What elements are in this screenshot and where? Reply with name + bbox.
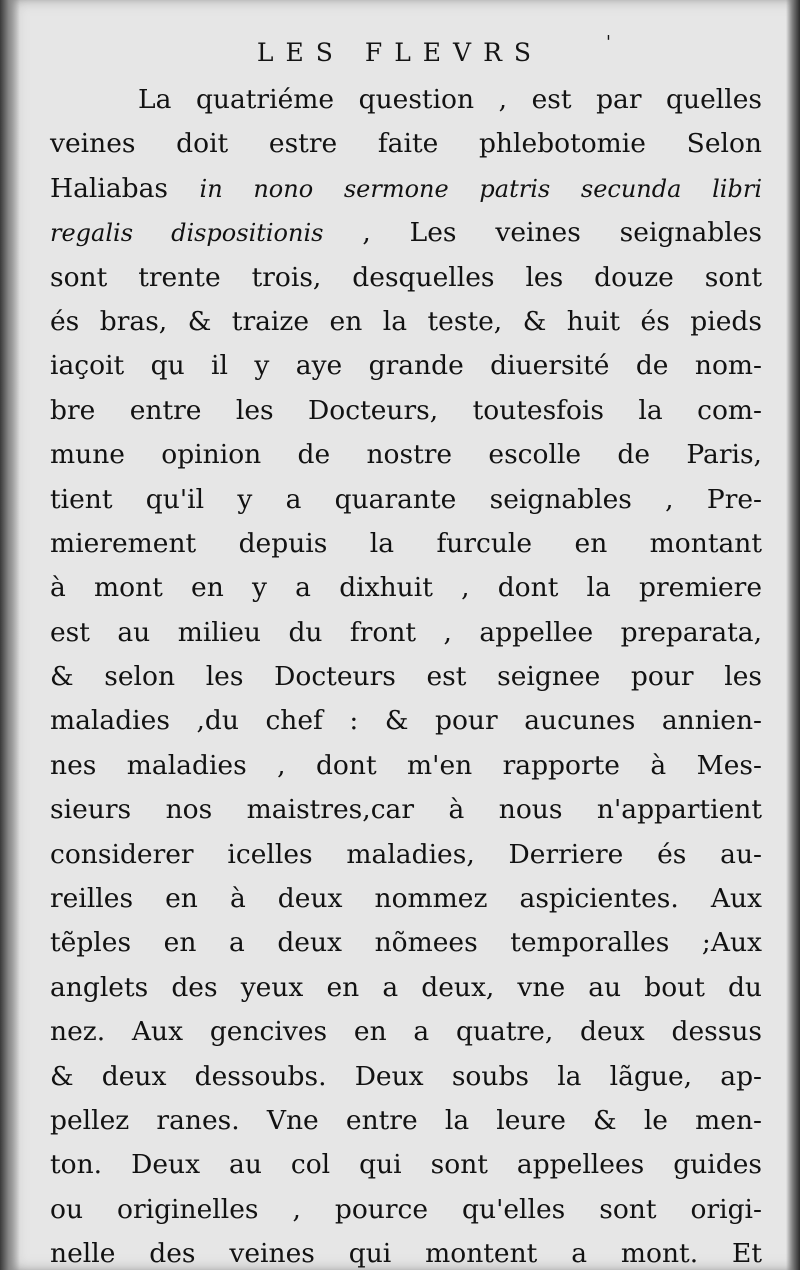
text-block <box>50 78 762 1270</box>
text-line: & selon les Docteurs est seignee pour les <box>50 661 762 693</box>
text-line: bre entre les Docteurs, toutesfois la com- <box>50 394 762 426</box>
text-line: Haliabas in nono sermone patris secunda libri <box>50 172 762 204</box>
text-line: nes maladies , dont m'en rapporte à Mes- <box>50 749 762 781</box>
text-line: La quatriéme question , est par quelles <box>138 84 762 115</box>
text-line: sont trente trois, desquelles les douze sont <box>50 261 762 293</box>
text-line: anglets des yeux en a deux, vne au bout du <box>50 971 762 1003</box>
latin-citation: in nono sermone patris secunda libri <box>199 174 762 203</box>
text-line: és bras, & traize en la teste, & huit és pieds <box>50 305 762 337</box>
text-line: nez. Aux gencives en a quatre, deux dessus <box>50 1016 762 1048</box>
text-line: mune opinion de nostre escolle de Paris, <box>50 439 762 471</box>
page-gutter-shadow <box>0 0 20 1270</box>
text-line: ton. Deux au col qui sont appellees guides <box>50 1149 762 1181</box>
text-line: à mont en y a dixhuit , dont la premiere <box>50 572 762 604</box>
text-line: iaçoit qu il y aye grande diuersité de nom- <box>50 350 762 382</box>
text-line: reilles en à deux nommez aspicientes. Aux <box>50 883 762 915</box>
latin-citation: regalis dispositionis <box>50 219 324 248</box>
text-line: ou originelles , pource qu'elles sont origi- <box>50 1193 762 1225</box>
text-line: mierement depuis la furcule en montant <box>50 527 762 559</box>
text-line: tient qu'il y a quarante seignables , Pre- <box>50 483 762 515</box>
text-line: veines doit estre faite phlebotomie Selon <box>50 128 762 160</box>
text-line: regalis dispositionis , Les veines seignables <box>50 217 762 249</box>
text-line: sieurs nos maistres,car à nous n'appartient <box>50 794 762 826</box>
text-line: maladies ,du chef : & pour aucunes annien- <box>50 705 762 737</box>
text-line: est au milieu du front , appellee preparata, <box>50 616 762 648</box>
text-line: nelle des veines qui montent a mont. Et <box>50 1238 762 1270</box>
text-line: tẽples en a deux nõmees temporalles ;Aux <box>50 927 762 959</box>
header-mark: ' <box>606 32 611 53</box>
text-line: considerer icelles maladies, Derriere és au- <box>50 838 762 870</box>
running-title: LES FLEVRS <box>256 38 544 67</box>
text-line: & deux dessoubs. Deux soubs la lãgue, ap- <box>50 1060 762 1092</box>
text-line: pellez ranes. Vne entre la leure & le men- <box>50 1104 762 1136</box>
page-edge-shadow <box>786 0 800 1270</box>
